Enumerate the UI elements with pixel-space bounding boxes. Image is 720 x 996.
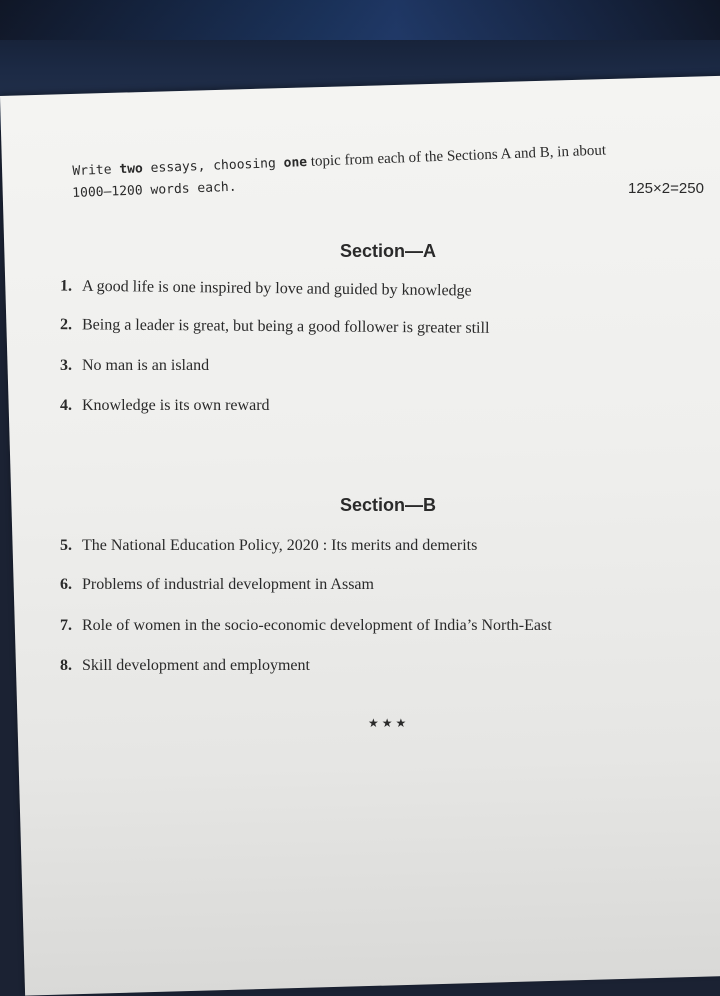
topic-text: Problems of industrial development in Assam: [82, 576, 374, 593]
topic-item: [60, 576, 374, 594]
topic-number: 7.: [60, 617, 72, 634]
topic-item: [60, 357, 209, 375]
topic-text: Knowledge is its own reward: [82, 397, 270, 414]
topic-text: A good life is one inspired by love and guided by knowledge: [81, 277, 472, 300]
instructions-bold-two: two: [119, 161, 144, 178]
topic-item: [60, 277, 472, 300]
instructions-line: [72, 137, 682, 183]
topic-item: [60, 316, 490, 338]
topic-number: 6.: [60, 576, 72, 593]
section-b-heading: Section—B: [339, 495, 436, 515]
topic-item: [60, 657, 310, 675]
topic-item: [60, 617, 552, 635]
topic-text: Role of women in the socio-economic development of India’s North-East: [82, 617, 552, 634]
topic-text: Skill development and employment: [82, 657, 310, 674]
topic-number: 2.: [59, 316, 73, 334]
word-limit: 1000–1200 words each.: [72, 179, 237, 201]
topic-number: 4.: [60, 397, 72, 414]
instructions-text-2: essays, choosing: [142, 155, 284, 177]
end-of-paper-stars: ★★★: [368, 716, 410, 730]
marks-allocation: 125×2=250: [628, 180, 704, 197]
topic-item: [60, 397, 270, 415]
topic-item: [60, 537, 477, 555]
section-a-heading: Section—A: [339, 241, 436, 261]
topic-text: The National Education Policy, 2020 : Its merits and demerits: [82, 537, 478, 554]
topic-number: 5.: [60, 537, 72, 554]
topic-number: 8.: [60, 657, 72, 674]
topic-number: 3.: [60, 357, 72, 374]
instructions-text-3: topic from each of the Sections A and B, in about: [306, 142, 607, 170]
topic-number: 1.: [59, 277, 73, 295]
instructions-bold-one: one: [283, 154, 308, 171]
instructions-text-1: Write: [72, 162, 120, 179]
topic-text: No man is an island: [82, 357, 210, 374]
topic-text: Being a leader is great, but being a good follower is greater still: [81, 316, 490, 337]
